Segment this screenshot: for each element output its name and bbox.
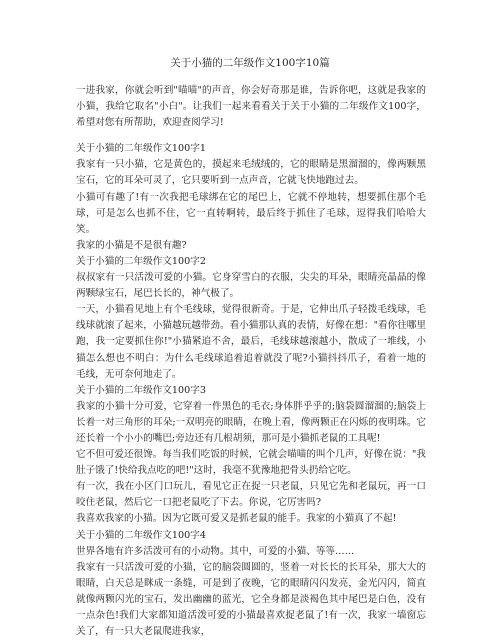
body-paragraph: 我家的小猫十分可爱，它穿着一件黑色的毛衣;身体胖乎乎的;脑袋圆溜溜的;脑袋上长着一对三角形的耳朵;一双明亮的眼睛，在晚上看，像两颗正在闪烁的夜明珠。它还长着一个小小的嘴巴;旁边还有几根胡须，那可是小猫抓老鼠的工具呢! [76,400,426,444]
body-paragraph: 叔叔家有一只活泼可爱的小猫。它身穿雪白的衣服，尖尖的耳朵，眼睛亮晶晶的像两颗绿宝石，尾巴长长的，神气极了。 [76,272,426,300]
section-heading: 关于小猫的二年级作文100字3 [76,384,206,396]
body-paragraph: 我家的小猫是不是很有趣? [76,239,187,251]
section-heading: 关于小猫的二年级作文100字2 [76,255,206,267]
section-heading: 关于小猫的二年级作文100字4 [76,529,206,541]
body-paragraph: 我家有一只小猫，它是黄色的，摸起来毛绒绒的，它的眼睛是黑溜溜的，像两颗黑宝石，它的耳朵可灵了，它只要听到一点声音，它就飞快地跑过去。 [76,159,426,187]
section-heading: 关于小猫的二年级作文100字1 [76,143,206,155]
body-paragraph: 我家有一只活泼可爱的小猫，它的脑袋圆圆的，竖着一对长长的长耳朵，那大大的眼睛，白天总是眯成一条缝，可是到了夜晚，它的眼睛闪闪发亮，金光闪闪，简直就像两颗闪光的宝石，发出幽幽的蓝光，它全身都是淡褐色其中尾巴是白色，没有一点杂色!我们大家都知道活泼可爱的小猫最喜欢捉老鼠了!有一次，我家一墙窗忘关了，有一只大老鼠爬进我家， [76,561,426,638]
body-paragraph: 它不但可爱还很馋。每当我们吃饭的时候，它就会喵喵的叫个几声，好像在说："我肚子饿了!快给我点吃的吧!"这时，我毫不犹豫地把骨头扔给它吃。 [76,449,426,477]
body-paragraph: 一天，小猫看见地上有个毛线球，觉得很新奇。于是，它伸出爪子轻拨毛线球，毛线球就滚了起来，小猫越玩越带劲。看小猫那认真的表情，好像在想："看你往哪里跑，我一定要抓住你!"小猫紧追不舍，最后，毛线球越滚越小，散成了一堆线，小猫怎么想也不明白：为什么毛线球追着追着就没了呢?小猫抖抖爪子，看着一地的毛线，无可奈何地走了。 [76,304,426,380]
body-paragraph: 有一次，我在小区门口玩儿，看见它正在捉一只老鼠，只见它先和老鼠玩，再一口咬住老鼠，然后它一口把老鼠吃了下去。你说，它厉害吗? [76,481,426,509]
document-body [76,83,426,640]
body-paragraph: 小猫可有趣了!有一次我把毛球绑在它的尾巴上，它就不停地转，想要抓住那个毛球，可是怎么也抓不住，它一直转啊转，最后终于抓住了毛球，逗得我们哈哈大笑。 [76,191,426,235]
intro-paragraph: 一进我家，你就会听到"喵喵"的声音，你会好奇那是谁，告诉你吧，这就是我家的小猫，我给它取名"小白"。让我们一起来看看关于关于小猫的二年级作文100字，希望对您有所帮助，欢迎查阅学习! [76,85,426,129]
document-title: 关于小猫的二年级作文100字10篇 [170,57,330,69]
body-paragraph: 世界各地有许多活泼可有的小动物。其中，可爱的小猫、等等…… [76,545,355,557]
body-paragraph: 我喜欢我家的小猫。因为它既可爱又是抓老鼠的能手。我家的小猫真了不起! [76,513,397,525]
